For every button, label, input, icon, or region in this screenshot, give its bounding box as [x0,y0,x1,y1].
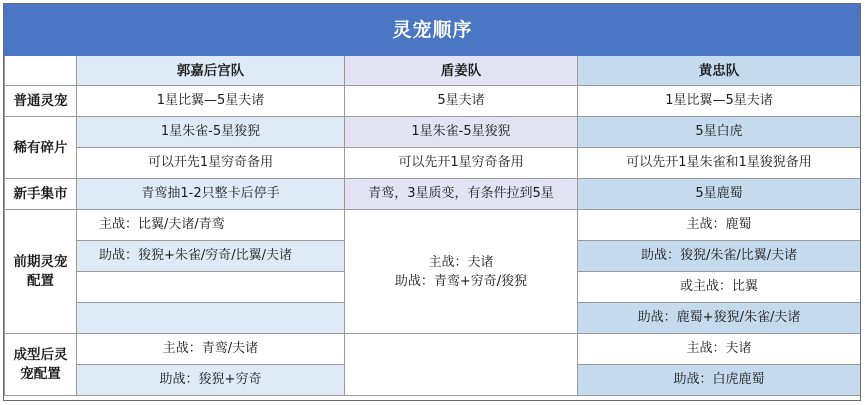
cell-xinshou-huangzhong: 5星鹿蜀 [578,179,861,210]
cell-chengxing-huangzhong-assist: 助战：白虎鹿蜀 [578,365,861,396]
cell-xinshou-guojia: 青鸾抽1-2只整卡后停手 [77,179,345,210]
cell-chengxing-guojia-assist: 助战：狻猊+穷奇 [77,365,345,396]
title-row [5,5,861,56]
cell-putong-huangzhong: 1星比翼—5星夫诸 [578,86,861,117]
cell-putong-guojia: 1星比翼—5星夫诸 [77,86,345,117]
row-chengxing-1 [5,334,861,365]
row-xinshou [5,179,861,210]
cell-putong-dunjiang: 5星夫诸 [345,86,578,117]
pet-order-table [4,4,861,396]
cell-chengxing-dunjiang [345,334,578,396]
cell-xiyou-huangzhong: 5星白虎 [578,117,861,148]
table-title: 灵宠顺序 [5,5,861,56]
header-huangzhong: 黄忠队 [578,56,861,86]
row-label-qianqi: 前期灵宠配置 [5,210,77,334]
cell-xiyou-dunjiang: 1星朱雀-5星狻猊 [345,117,578,148]
row-label-chengxing: 成型后灵宠配置 [5,334,77,396]
row-qianqi-1 [5,210,861,241]
header-row [5,56,861,86]
row-label-xinshou: 新手集市 [5,179,77,210]
header-corner [5,56,77,86]
row-label-xiyou: 稀有碎片 [5,117,77,179]
cell-qianqi-huangzhong-assist: 助战：狻猊/朱雀/比翼/夫诸 [578,241,861,272]
row-xiyou-1 [5,117,861,148]
cell-xiyou-guojia-note: 可以开先1星穷奇备用 [77,148,345,179]
cell-qianqi-guojia-main: 主战：比翼/夫诸/青鸾 [77,210,345,241]
cell-chengxing-huangzhong-main: 主战：夫诸 [578,334,861,365]
cell-qianqi-guojia-assist: 助战：狻猊+朱雀/穷奇/比翼/夫诸 [77,241,345,272]
cell-qianqi-huangzhong-alt: 或主战：比翼 [578,272,861,303]
row-putong [5,86,861,117]
cell-qianqi-huangzhong-assist-2: 助战：鹿蜀+狻猊/朱雀/夫诸 [578,303,861,334]
pet-order-table-frame [3,3,861,401]
row-label-putong: 普通灵宠 [5,86,77,117]
cell-qianqi-guojia-empty [77,272,345,303]
cell-qianqi-dunjiang-main: 主战：夫诸 [428,254,494,270]
cell-xinshou-dunjiang: 青鸾，3星质变，有条件拉到5星 [345,179,578,210]
cell-qianqi-huangzhong-main: 主战：鹿蜀 [578,210,861,241]
cell-qianqi-dunjiang [345,210,578,334]
header-guojia: 郭嘉后宫队 [77,56,345,86]
header-dunjiang: 盾姜队 [345,56,578,86]
cell-xiyou-huangzhong-note: 可以先开1星朱雀和1星狻猊备用 [578,148,861,179]
cell-xiyou-guojia: 1星朱雀-5星狻猊 [77,117,345,148]
row-xiyou-2 [5,148,861,179]
cell-qianqi-dunjiang-assist: 助战：青鸾+穷奇/狻猊 [394,273,528,289]
cell-qianqi-guojia-empty-2 [77,303,345,334]
cell-chengxing-guojia-main: 主战：青鸾/夫诸 [77,334,345,365]
cell-xiyou-dunjiang-note: 可以先开1星穷奇备用 [345,148,578,179]
